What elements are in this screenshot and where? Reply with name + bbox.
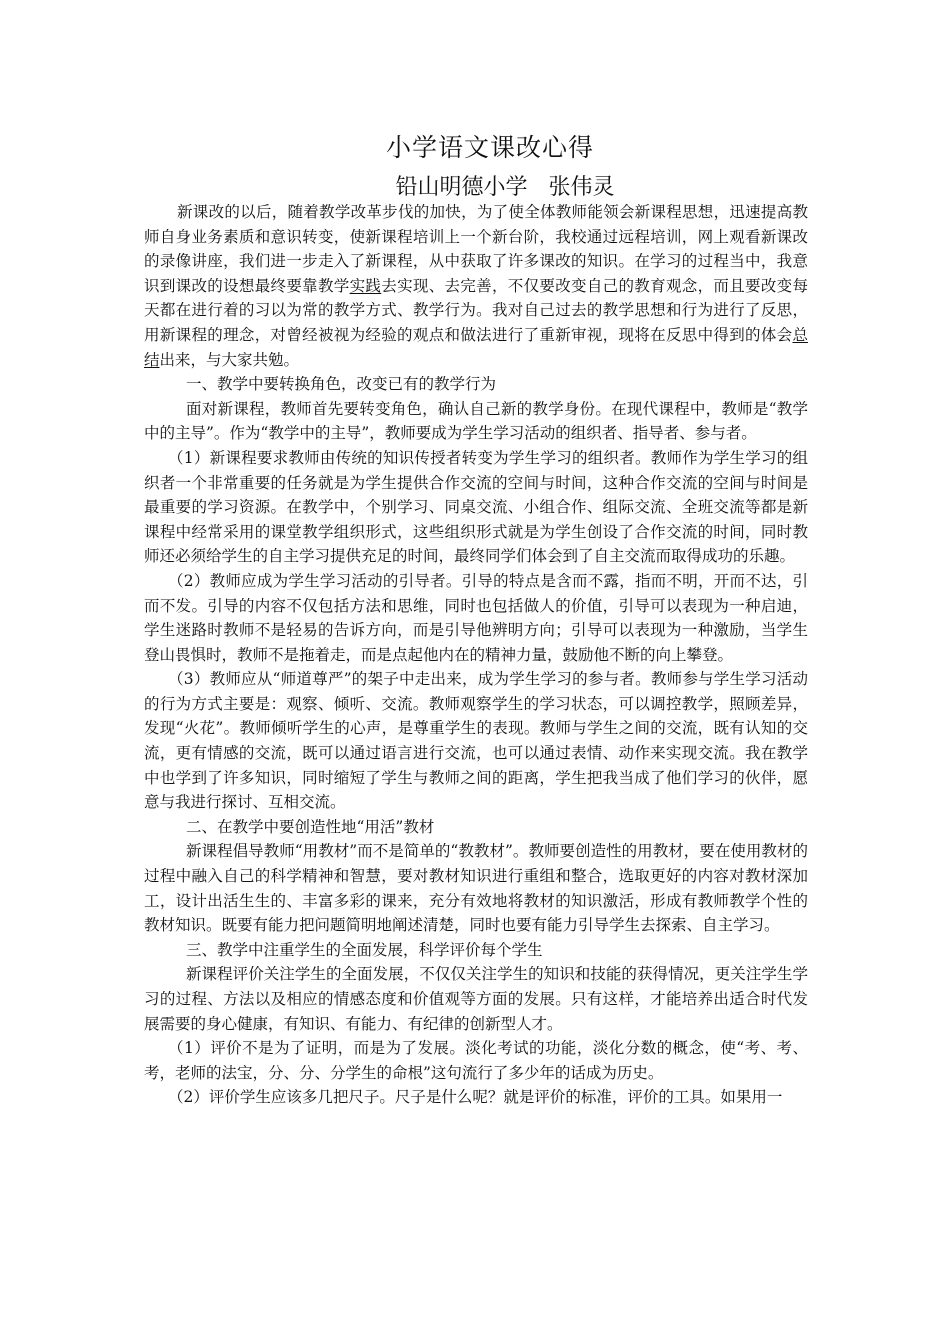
section-2-heading: 二、在教学中要创造性地“用活”教材 <box>186 817 435 836</box>
document-body <box>144 200 808 1110</box>
intro-text-3: 出来，与大家共勉。 <box>159 350 300 369</box>
section-1-paragraph-3: （2）教师应成为学生学习活动的引导者。引导的特点是含而不露，指而不明，开而不达，引而不发。引导的内容不仅包括方法和思维，同时也包括做人的价值，引导可以表现为一种启迪，学生迷路时教师不是轻易的告诉方向，而是引导他辨明方向；引导可以表现为一种激励，当学生登山畏惧时，教师不是拖着走，而是点起他内在的精神力量，鼓励他不断的向上攀登。 <box>144 571 808 664</box>
intro-paragraph <box>144 200 808 372</box>
intro-text-2: 去实现、去完善，不仅要改变自己的教育观念，而且要改变每天都在进行着的习以为常的教学方式、教学行为。我对自己过去的教学思想和行为进行了反思，用新课程的理念，对曾经被视为经验的观点和做法进行了重新审视，现将在反思中得到的体会 <box>144 276 808 344</box>
section-3-paragraph-2: （1）评价不是为了证明，而是为了发展。淡化考试的功能，淡化分数的概念，使“考、考、考，老师的法宝，分、分、分学生的命根”这句流行了多少年的话成为历史。 <box>144 1039 808 1082</box>
document-title: 小学语文课改心得 <box>385 133 594 162</box>
section-1-paragraph-4: （3）教师应从“师道尊严”的架子中走出来，成为学生学习的参与者。教师参与学生学习活动的行为方式主要是：观察、倾听、交流。教师观察学生的学习状态，可以调控教学，照顾差异，发现“火花”。教师倾听学生的心声，是尊重学生的表现。教师与学生之间的交流，既有认知的交流，更有情感的交流，既可以通过语言进行交流，也可以通过表情、动作来实现交流。我在教学中也学到了许多知识，同时缩短了学生与教师之间的距离，学生把我当成了他们学习的伙伴，愿意与我进行探讨、互相交流。 <box>144 670 808 812</box>
section-1-heading: 一、教学中要转换角色，改变已有的教学行为 <box>186 375 497 394</box>
intro-text-1: 新课改的以后，随着教学改革步伐的加快，为了使全体教师能领会新课程思想，迅速提高教师自身业务素质和意识转变，使新课程培训上一个新台阶，我校通过远程培训，网上观看新课改的录像讲座，我们进一步走入了新课程，从中获取了许多课改的知识。在学习的过程当中，我意识到课改的设想最终要靠教学 <box>144 203 808 295</box>
section-3-paragraph-3: （2）评价学生应该多几把尺子。尺子是什么呢？就是评价的标准，评价的工具。如果用一 <box>168 1088 783 1107</box>
section-1-paragraph-1: 面对新课程，教师首先要转变角色，确认自己新的教学身份。在现代课程中，教师是“教学中的主导”。作为“教学中的主导”，教师要成为学生学习活动的组织者、指导者、参与者。 <box>144 399 808 443</box>
section-1-paragraph-2: （1）新课程要求教师由传统的知识传授者转变为学生学习的组织者。教师作为学生学习的组织者一个非常重要的任务就是为学生提供合作交流的空间与时间，这种合作交流的空间与时间是最重要的学习资源。在教学中，个别学习、同桌交流、小组合作、组际交流、全班交流等都是新课程中经常采用的课堂教学组织形式，这些组织形式就是为学生创设了合作交流的时间，同时教师还必须给学生的自主学习提供充足的时间，最终同学们体会到了自主交流而取得成功的乐趣。 <box>144 448 808 566</box>
section-3-paragraph-1: 新课程评价关注学生的全面发展，不仅仅关注学生的知识和技能的获得情况，更关注学生学习的过程、方法以及相应的情感态度和价值观等方面的发展。只有这样，才能培养出适合时代发展需要的身心健康，有知识、有能力、有纪律的创新型人才。 <box>144 965 808 1033</box>
link-summary[interactable]: 总结 <box>144 325 808 369</box>
link-practice[interactable]: 实践 <box>349 276 382 295</box>
section-3-heading: 三、教学中注重学生的全面发展，科学评价每个学生 <box>186 940 543 959</box>
section-2-paragraph-1: 新课程倡导教师“用教材”而不是简单的“教教材”。教师要创造性的用教材，要在使用教材的过程中融入自己的科学精神和智慧，要对教材知识进行重组和整合，选取更好的内容对教材深加工，设计出活生生的、丰富多彩的课来，充分有效地将教材的知识激活，形成有教师教学个性的教材知识。既要有能力把问题简明地阐述清楚，同时也要有能力引导学生去探索、自主学习。 <box>144 842 808 935</box>
author-line: 铅山明德小学 张伟灵 <box>395 175 615 200</box>
